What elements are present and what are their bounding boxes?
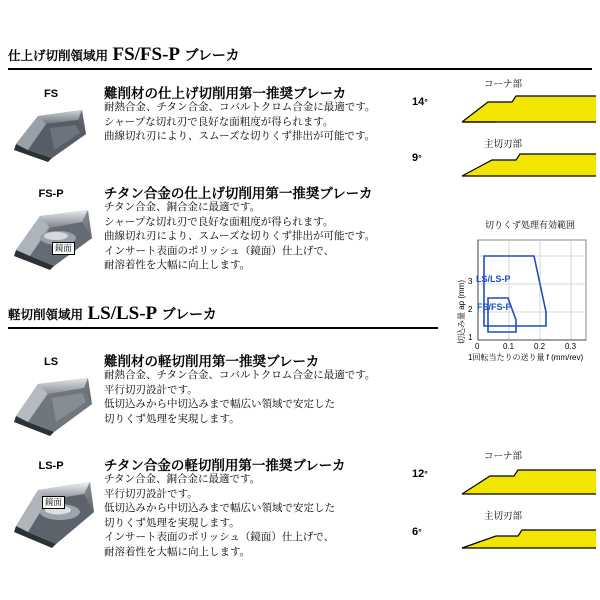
callout-main-1: 主切刃部 (484, 139, 523, 150)
row-body-line: 低切込みから中切込みまで幅広い領域で安定した (104, 398, 335, 411)
callout-corner-1: コーナ部 (484, 79, 523, 90)
chart-series-label-ls: LS/LS-P (476, 274, 511, 284)
callout-corner-2: コーナ部 (484, 451, 523, 462)
row-title-fs: 難削材の仕上げ切削用第一推奨ブレーカ (104, 86, 347, 101)
section-heading-mid: ブレーカ (161, 306, 217, 322)
chip-diagram-corner-ls (452, 460, 596, 500)
row-body-ls (104, 368, 375, 426)
row-body-line: チタン合金、銅合金に最適です。 (104, 473, 261, 485)
chart-series-label-fs: FS/FS-P (477, 302, 512, 312)
row-body-line: 耐溶着性を大幅に向上します。 (104, 545, 251, 558)
insert-name-fsp: FS-P (38, 188, 64, 200)
chart-xtick-3: 0.3 (565, 342, 577, 351)
row-body-line: 切りくず処理を実現します。 (104, 516, 240, 529)
chart-ylabel: 切込み量 ap (mm) (457, 280, 466, 344)
insert-thumbnail-ls (12, 370, 96, 438)
row-body-line: 平行切刃設計です。 (104, 487, 198, 500)
insert-thumbnail-fs (12, 100, 90, 164)
row-title-fsp: チタン合金の仕上げ切削用第一推奨ブレーカ (104, 186, 373, 201)
chart-ytick-1: 1 (468, 333, 473, 342)
insert-name-fs: FS (43, 88, 59, 100)
row-body-line: 切りくず処理を実現します。 (104, 412, 240, 425)
section-heading-big: FS/FS-P (112, 44, 181, 65)
section-heading-small: 軽切削領域用 (8, 308, 84, 322)
row-ls (0, 348, 600, 448)
row-body-lsp (104, 472, 335, 560)
insert-name-lsp: LS-P (38, 460, 64, 472)
angle-label-9: 9° (412, 152, 422, 164)
chart-xtick-1: 0.1 (503, 342, 515, 351)
section-heading-ls (8, 303, 217, 325)
section-heading-fs (8, 44, 240, 66)
chart-xtick-0: 0 (475, 342, 480, 351)
insert-name-ls: LS (43, 356, 59, 368)
chart-ytick-3: 3 (468, 277, 473, 286)
row-body-line: 耐熱合金、チタン合金、コバルトクロム合金に最適です。 (104, 369, 376, 381)
chart-xtick-2: 0.2 (534, 342, 546, 351)
mirror-finish-label-fsp: 鏡面 (52, 242, 75, 255)
row-body-line: シャープな切れ刃で良好な面粗度が得られます。 (104, 215, 334, 228)
row-body-line: インサート表面のポリッシュ（鏡面）仕上げで、 (104, 244, 335, 257)
row-body-line: 低切込みから中切込みまで幅広い領域で安定した (104, 502, 335, 515)
row-body-line: 曲線切れ刃により、スムーズな切りくず排出が可能です。 (104, 130, 376, 143)
row-title-ls: 難削材の軽切削用第一推奨ブレーカ (104, 354, 320, 369)
chip-diagram-main-fs (452, 142, 596, 182)
chart-xlabel: 1回転当たりの送り量 f (mm/rev) (468, 353, 584, 362)
section-divider-2 (8, 327, 438, 329)
angle-label-14: 14° (412, 96, 428, 108)
row-body-line: シャープな切れ刃で良好な面粗度が得られます。 (104, 115, 334, 128)
chip-diagram-corner-fs (452, 88, 596, 128)
row-body-fs (104, 100, 375, 144)
angle-label-6: 6° (412, 526, 422, 538)
callout-main-2: 主切刃部 (484, 511, 523, 522)
row-body-line: 耐溶着性を大幅に向上します。 (104, 259, 251, 272)
chart-title: 切りくず処理有効範囲 (484, 220, 575, 230)
angle-label-12: 12° (412, 468, 428, 480)
section-divider-1 (8, 68, 592, 70)
row-title-lsp: チタン合金の軽切削用第一推奨ブレーカ (104, 458, 346, 473)
insert-thumbnail-fsp (12, 202, 96, 272)
row-body-line: インサート表面のポリッシュ（鏡面）仕上げで、 (104, 531, 335, 544)
row-body-line: 平行切刃設計です。 (104, 383, 198, 396)
chip-diagram-main-ls (452, 514, 596, 554)
mirror-finish-label-lsp: 鏡面 (42, 496, 65, 509)
row-body-fsp (104, 200, 375, 273)
section-heading-big: LS/LS-P (87, 303, 158, 324)
row-body-line: 耐熱合金、チタン合金、コバルトクロム合金に最適です。 (104, 101, 376, 113)
section-heading-mid: ブレーカ (184, 47, 240, 63)
row-body-line: 曲線切れ刃により、スムーズな切りくず排出が可能です。 (104, 230, 376, 243)
chart-ytick-2: 2 (468, 305, 473, 314)
insert-thumbnail-lsp (12, 474, 96, 552)
row-body-line: チタン合金、銅合金に最適です。 (104, 201, 261, 213)
section-heading-small: 仕上げ切削領域用 (8, 49, 109, 63)
